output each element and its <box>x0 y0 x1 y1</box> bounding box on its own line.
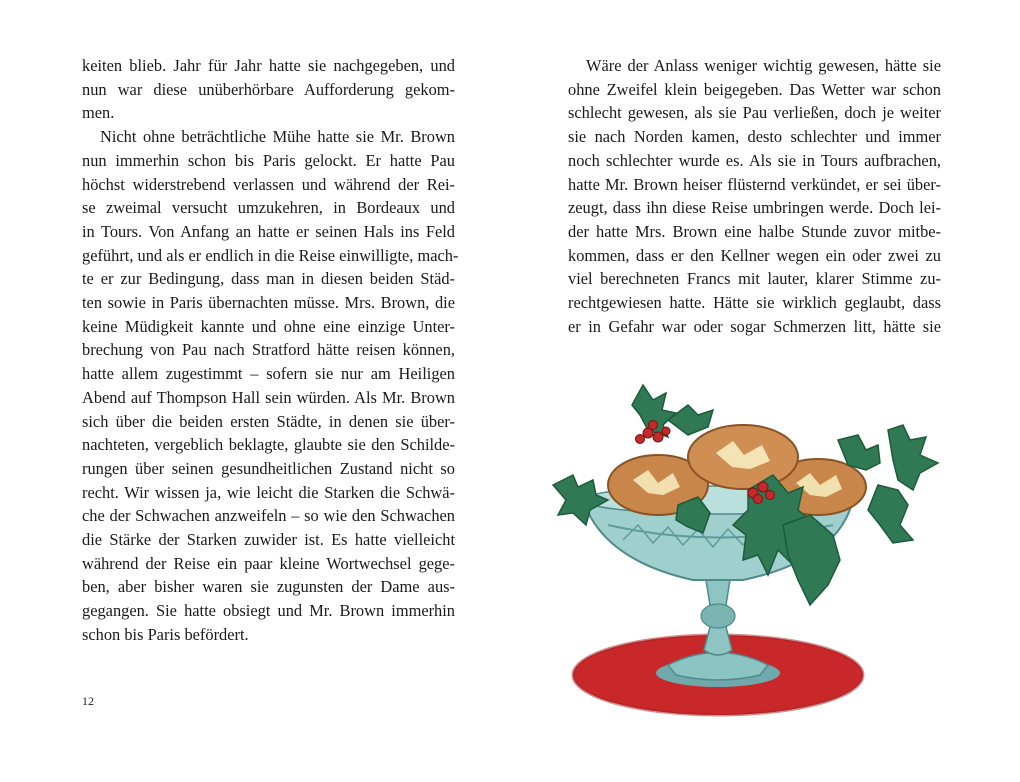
text-line: sich über die beiden ersten Städte, in denen sie über- <box>82 411 455 431</box>
text-line: keiten blieb. Jahr für Jahr hatte sie nachgegeben, und <box>82 56 455 75</box>
mince-pie <box>688 425 798 489</box>
text-line: sie nach Norden kamen, desto schlechter und immer <box>568 127 941 147</box>
text-line: der hatte Mrs. Brown eine halbe Stunde zuvor mitbe- <box>568 221 941 241</box>
text-line: noch schlechter wurde es. Als sie in Tours aufbrachen, <box>568 150 941 170</box>
page-number: 12 <box>82 694 94 708</box>
text-line: Nicht ohne beträchtliche Mühe hatte sie Mr. Brown <box>100 127 455 147</box>
right-page <box>510 0 1020 782</box>
text-line: brechung von Pau nach Stratford hätte reisen können, <box>82 340 455 360</box>
text-line: rechtgewiesen hatte. Hätte sie wirklich geglaubt, dass <box>568 293 941 313</box>
text-line: Abend auf Thompson Hall sein würden. Als Mr. Brown <box>82 387 455 407</box>
text-line: ten sowie in Paris übernachten müsse. Mrs. Brown, die <box>82 293 455 313</box>
text-line: te er zur Bedingung, dass man in diesen beiden Städ- <box>82 269 455 289</box>
text-line: men. <box>82 103 115 123</box>
text-line: Wäre der Anlass weniger wichtig gewesen, hätte sie <box>586 56 941 75</box>
text-line: schlecht gewesen, als sie Pau verließen, doch je weiter <box>568 103 941 123</box>
text-line: er in Gefahr war oder sogar Schmerzen litt, hätte sie <box>568 316 941 336</box>
text-line: gegangen. Sie hatte obsiegt und Mr. Brown immerhin <box>82 601 455 621</box>
text-line: hatte Mr. Brown heiser flüsternd verkündet, er sei über- <box>568 174 941 194</box>
text-line: schon bis Paris befördert. <box>82 624 249 644</box>
text-line: se zweimal versucht umzukehren, in Bordeaux und <box>82 198 455 218</box>
text-line: kommen, dass er den Kellner wegen ein oder zwei zu <box>568 245 941 265</box>
left-page-text <box>82 54 459 647</box>
text-line: hatte allem zugestimmt – sofern sie nur am Heiligen <box>82 364 455 384</box>
text-line: höchst widerstrebend verlassen und während der Rei- <box>82 174 455 194</box>
text-line: ohne Zweifel klein beigegeben. Das Wetter war schon <box>568 79 941 99</box>
text-line: nachteten, vergeblich beklagte, glaubte sie den Schilde- <box>82 435 455 455</box>
text-line: geführt, und als er endlich in die Reise einwilligte, mach- <box>82 245 459 265</box>
text-line: recht. Wir wissen ja, wie leicht die Starken die Schwä- <box>82 482 455 502</box>
text-line: ben, aber bisher waren sie zugunsten der Dame aus- <box>82 577 455 597</box>
text-line: keine Müdigkeit kannte und ohne eine einzige Unter- <box>82 316 455 336</box>
text-line: rungen über seinen gesundheitlichen Zustand nicht so <box>82 458 455 478</box>
text-line: die Stärke der Starken zuwider ist. Es hatte vielleicht <box>82 530 455 550</box>
text-line: während der Reise ein paar kleine Wortwechsel gege- <box>82 553 455 573</box>
text-line: che der Schwachen anzweifeln – so wie den Schwachen <box>82 506 455 526</box>
text-line: nun war diese unüberhörbare Aufforderung gekom- <box>82 79 455 99</box>
mince-pie-illustration <box>548 375 948 720</box>
text-line: zeugt, dass ihn diese Reise umbringen werde. Doch lei- <box>568 198 941 218</box>
right-page-text <box>568 54 941 338</box>
text-line: nun immerhin schon bis Paris gelockt. Er hatte Pau <box>82 150 455 170</box>
text-line: viel berechneten Francs mit lauter, klarer Stimme zu- <box>568 269 941 289</box>
text-line: in Tours. Von Anfang an hatte er seinen Hals ins Feld <box>82 221 455 241</box>
